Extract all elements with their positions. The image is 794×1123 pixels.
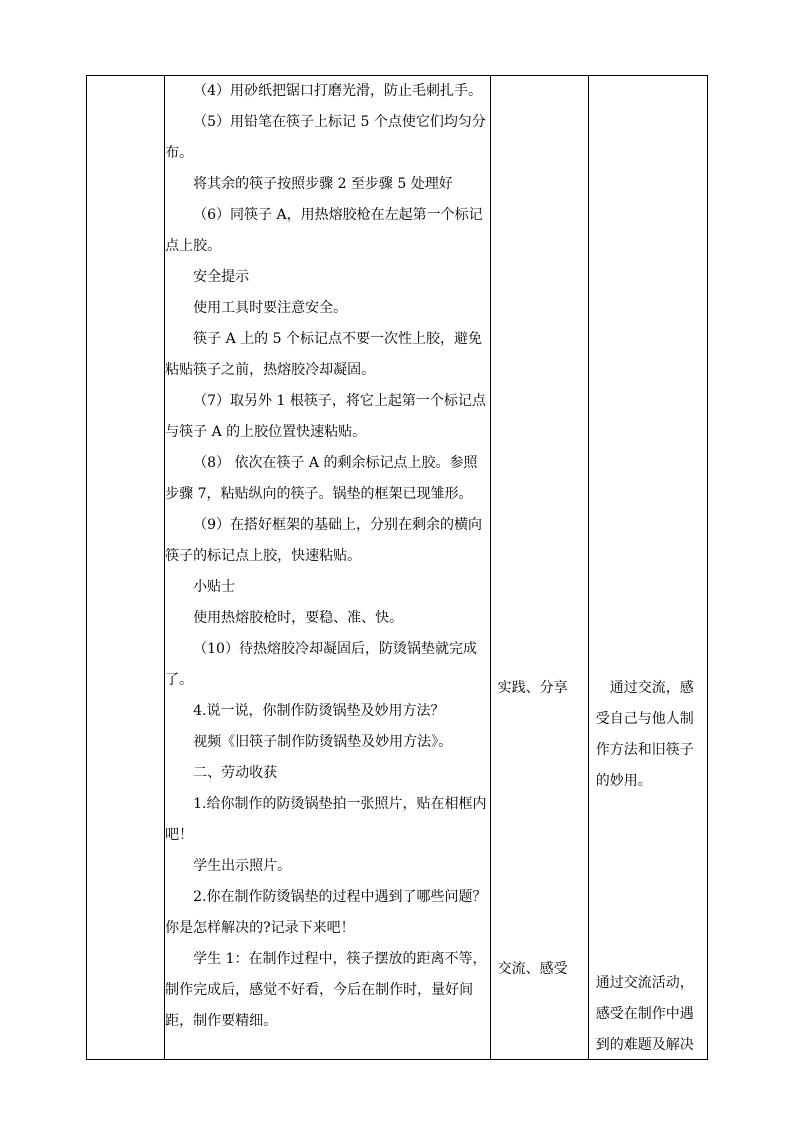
- stage-cell: [87, 76, 165, 1060]
- step-6: （6）同筷子 A，用热熔胶枪在左起第一个标记点上胶。: [165, 207, 483, 254]
- teaching-process-cell: [165, 76, 491, 1060]
- design-intent-cell: [588, 76, 707, 1060]
- safety-tip-text: 使用工具时要注意安全。: [193, 300, 348, 316]
- video-title: 视频《旧筷子制作防烫锅垫及妙用方法》。: [193, 734, 453, 750]
- tips-heading: 小贴士: [193, 579, 236, 595]
- step-10: （10）待热熔胶冷却凝固后，防烫锅垫就完成了。: [165, 641, 477, 688]
- tips-text: 使用热熔胶枪时，要稳、准、快。: [193, 610, 404, 626]
- safety-tip-heading: 安全提示: [193, 269, 250, 285]
- activity-label: 实践、分享: [497, 680, 568, 696]
- step-4: （4）用砂纸把锯口打磨光滑，防止毛刺扎手。: [193, 83, 483, 99]
- lesson-plan-table: [86, 75, 708, 1060]
- harvest-task-1: 1.给你制作的防烫锅垫拍一张照片，贴在相框内吧！: [165, 796, 487, 843]
- harvest-response-1: 学生出示照片。: [193, 858, 292, 874]
- step-8: （8） 依次在筷子 A 的剩余标记点上胶。参照步骤 7，粘贴纵向的筷子。锅垫的框架已现雏形。: [165, 455, 478, 502]
- intent-text: 通过交流活动，感受在制作中遇到的难题及解决: [595, 975, 694, 1053]
- step-5: （5）用铅笔在筷子上标记 5 个点使它们均匀分布。: [165, 114, 486, 161]
- step-9: （9）在搭好框架的基础上，分别在剩余的横向筷子的标记点上胶，快速粘贴。: [165, 517, 483, 564]
- intent-text: 通过交流，感受自己与他人制作方法和旧筷子的妙用。: [595, 680, 694, 789]
- table-row: [87, 76, 708, 1060]
- step-7: （7）取另外 1 根筷子，将它上起第一个标记点与筷子 A 的上胶位置快速粘贴。: [165, 393, 486, 440]
- safety-tip-detail: 筷子 A 上的 5 个标记点不要一次性上胶，避免粘贴筷子之前，热熔胶冷却凝固。: [165, 331, 482, 378]
- student-activity-cell: [490, 76, 588, 1060]
- harvest-task-2: 2.你在制作防烫锅垫的过程中遇到了哪些问题？你是怎样解决的?记录下来吧！: [165, 889, 487, 936]
- section-heading-harvest: 二、劳动收获: [193, 765, 278, 781]
- harvest-response-2: 学生 1：在制作过程中，筷子摆放的距离不等，制作完成后，感觉不好看，今后在制作时，量好间距，制作要精细。: [165, 951, 487, 1029]
- step-repeat: 将其余的筷子按照步骤 2 至步骤 5 处理好: [193, 176, 453, 192]
- discussion-question: 4.说一说，你制作防烫锅垫及妙用方法？: [193, 703, 445, 719]
- activity-label: 交流、感受: [497, 961, 568, 977]
